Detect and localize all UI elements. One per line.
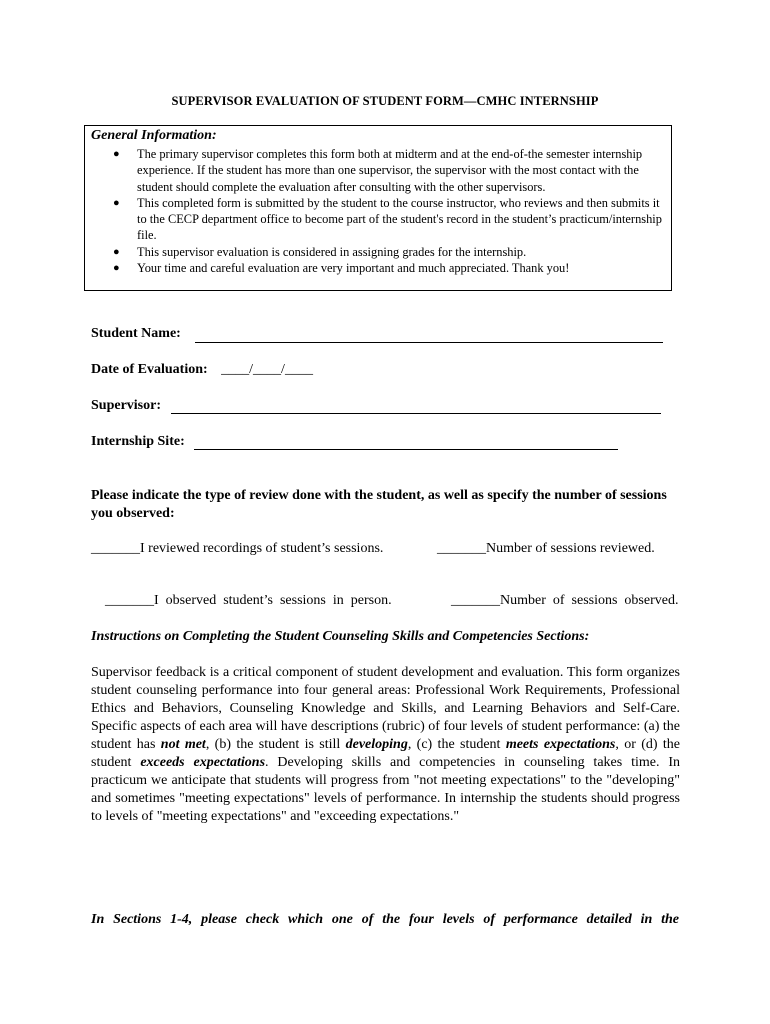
bullet-icon: ● — [113, 262, 120, 275]
supervisor-label: Supervisor: — [91, 398, 161, 413]
date-label: Date of Evaluation: — [91, 362, 208, 377]
in-person-label: I observed student’s sessions in person. — [154, 593, 392, 608]
form-title: SUPERVISOR EVALUATION OF STUDENT FORM—CMHC INTERNSHIP — [171, 94, 599, 108]
date-field[interactable]: ____/____/____ — [221, 362, 313, 377]
recordings-blank[interactable]: _______ — [91, 541, 140, 556]
instructions-paragraph: Supervisor feedback is a critical component of student development and evaluation. This form organizes student counseling performance into four general areas: Professional Work Requirements, Professional Ethics and Behaviors, Counseling Knowledge and Skills, and Learning Behaviors and Self-Care. Specific aspects of each area will have descriptions (rubric) of four levels of student performance: (a) the student has not met, (b) the student is still developing, (c) the student meets expectations, or (d) the student exceeds expectations. Developing skills and competencies in counseling takes time. In practicum we anticipate that students will progress from "not meeting expectations" to the "developing" and sometimes "meeting expectations" levels of performance. In internship the students should progress to levels of "meeting expectations" and "exceeding expectations." — [91, 665, 680, 824]
level-exceeds: exceeds expectations — [140, 755, 266, 770]
supervisor-field[interactable] — [171, 398, 661, 414]
site-row — [91, 434, 185, 450]
site-field[interactable] — [194, 434, 618, 450]
in-person-blank[interactable]: _______ — [105, 593, 154, 608]
list-item: ● This supervisor evaluation is considered in assigning grades for the internship. — [113, 244, 527, 259]
bullet-icon: ● — [113, 245, 120, 258]
student-name-row — [91, 326, 181, 342]
list-item: ● The primary supervisor completes this form both at midterm and at the end-of-the semester internship experience. If the student has more than one supervisor, the supervisor with the most contact with the student should complete the evaluation after consulting with the other supervisors. — [113, 147, 643, 194]
student-name-label: Student Name: — [91, 326, 181, 341]
level-meets: meets expectations — [505, 737, 616, 752]
general-info-heading: General Information: — [91, 128, 217, 143]
review-question: Please indicate the type of review done with the student, as well as specify the number of sessions you observed: — [91, 488, 667, 521]
sections-note: In Sections 1-4, please check which one of the four levels of performance detailed in the — [91, 912, 679, 927]
level-not-met: not met — [160, 737, 206, 752]
in-person-option — [91, 577, 392, 625]
recordings-label: I reviewed recordings of student’s sessions. — [140, 541, 384, 556]
level-developing: developing — [345, 737, 408, 752]
list-item: ● Your time and careful evaluation are very important and much appreciated. Thank you! — [113, 261, 570, 276]
supervisor-row — [91, 398, 161, 414]
recordings-option — [91, 541, 383, 557]
general-info-list — [85, 146, 665, 276]
recordings-count-option — [437, 541, 655, 557]
recordings-count-blank[interactable]: _______ — [437, 541, 486, 556]
site-label: Internship Site: — [91, 434, 185, 449]
recordings-count-label: Number of sessions reviewed. — [486, 541, 655, 556]
list-item: ● This completed form is submitted by the student to the course instructor, who reviews and then submits it to the CECP department office to become part of the student's record in the student’s practicum/internship file. — [113, 195, 662, 243]
general-info-box — [84, 125, 672, 291]
bullet-icon: ● — [113, 148, 120, 160]
in-person-count-blank[interactable]: _______ — [451, 593, 500, 608]
instructions-heading: Instructions on Completing the Student Counseling Skills and Competencies Sections: — [91, 629, 590, 644]
student-name-field[interactable] — [195, 326, 663, 343]
in-person-count-label: Number of sessions observed. — [500, 593, 679, 608]
in-person-count-option — [437, 577, 678, 625]
date-row — [91, 362, 313, 378]
bullet-icon: ● — [113, 196, 120, 209]
